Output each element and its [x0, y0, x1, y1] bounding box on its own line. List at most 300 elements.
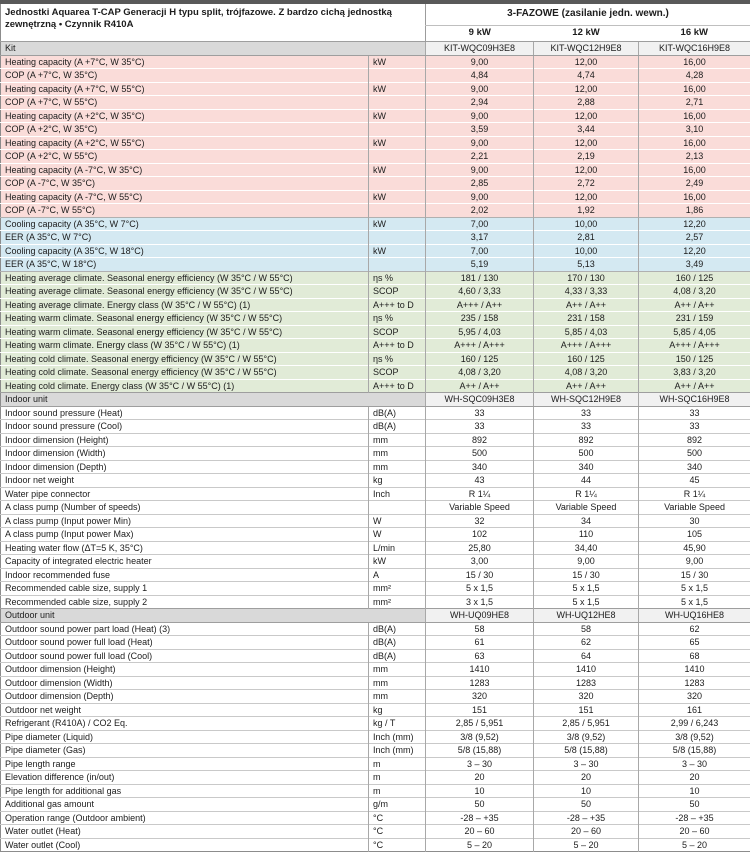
row-value: 3 – 30: [534, 757, 639, 771]
row-value: 320: [426, 690, 534, 704]
row-value: 34: [534, 514, 639, 528]
row-value: 9,00: [639, 555, 750, 569]
spec-row: [1, 663, 750, 677]
row-value: 3,17: [426, 231, 534, 245]
row-value: 3/8 (9,52): [426, 730, 534, 744]
row-label: Pipe length for additional gas: [1, 784, 369, 798]
row-label: Outdoor sound power full load (Cool): [1, 649, 369, 663]
row-value: 102: [426, 528, 534, 542]
row-label: Pipe length range: [1, 757, 369, 771]
row-value: 20: [534, 771, 639, 785]
row-value: A++ / A++: [534, 298, 639, 312]
row-value: 16,00: [639, 109, 750, 123]
row-value: 15 / 30: [639, 568, 750, 582]
row-unit: kW: [369, 190, 426, 204]
row-value: 58: [534, 622, 639, 636]
row-value: 5 x 1,5: [639, 595, 750, 609]
row-value: 25,80: [426, 541, 534, 555]
spec-row: [1, 69, 750, 83]
row-value: 181 / 130: [426, 271, 534, 285]
row-value: 1410: [426, 663, 534, 677]
row-unit: mm: [369, 663, 426, 677]
row-value: 10,00: [534, 217, 639, 231]
row-label: Indoor dimension (Height): [1, 433, 369, 447]
row-label: Pipe diameter (Liquid): [1, 730, 369, 744]
spec-row: [1, 730, 750, 744]
page-title: Jednostki Aquarea T-CAP Generacji H typu split, trójfazowe. Z bardzo cichą jednostką zewnętrzną • Czynnik R410A: [1, 4, 426, 42]
row-unit: Inch (mm): [369, 730, 426, 744]
row-value: 33: [426, 406, 534, 420]
row-label: Heating warm climate. Seasonal energy efficiency (W 35°C / W 55°C): [1, 312, 369, 326]
row-label: Heating average climate. Seasonal energy efficiency (W 35°C / W 55°C): [1, 271, 369, 285]
row-unit: kW: [369, 136, 426, 150]
section-label: Indoor unit: [1, 393, 426, 407]
row-value: 30: [639, 514, 750, 528]
row-value: 5 – 20: [534, 838, 639, 852]
row-unit: dB(A): [369, 406, 426, 420]
row-value: 2,02: [426, 204, 534, 218]
spec-row: [1, 285, 750, 299]
row-value: 9,00: [426, 82, 534, 96]
spec-row: [1, 150, 750, 164]
row-label: A class pump (Input power Max): [1, 528, 369, 542]
row-value: 151: [426, 703, 534, 717]
row-value: 10: [639, 784, 750, 798]
row-value: 7,00: [426, 244, 534, 258]
row-value: 12,00: [534, 163, 639, 177]
row-value: 500: [426, 447, 534, 461]
row-unit: kW: [369, 82, 426, 96]
row-value: KIT-WQC16H9E8: [639, 42, 750, 56]
row-label: Heating cold climate. Energy class (W 35°C / W 55°C) (1): [1, 379, 369, 393]
header-row: [1, 4, 750, 26]
row-value: 7,00: [426, 217, 534, 231]
row-value: -28 – +35: [534, 811, 639, 825]
row-value: 9,00: [426, 136, 534, 150]
row-value: 110: [534, 528, 639, 542]
row-value: 231 / 158: [534, 312, 639, 326]
spec-row: [1, 204, 750, 218]
row-value: R 1¼: [426, 487, 534, 501]
spec-row: [1, 163, 750, 177]
row-label: Cooling capacity (A 35°C, W 18°C): [1, 244, 369, 258]
row-value: 500: [639, 447, 750, 461]
row-value: 170 / 130: [534, 271, 639, 285]
spec-row: [1, 717, 750, 731]
row-value: 4,74: [534, 69, 639, 83]
spec-row: [1, 406, 750, 420]
row-value: 105: [639, 528, 750, 542]
row-unit: SCOP: [369, 366, 426, 380]
spec-row: [1, 190, 750, 204]
row-label: Indoor net weight: [1, 474, 369, 488]
row-value: 61: [426, 636, 534, 650]
row-unit: Inch: [369, 487, 426, 501]
row-label: Water outlet (Cool): [1, 838, 369, 852]
row-label: Cooling capacity (A 35°C, W 7°C): [1, 217, 369, 231]
row-value: 10,00: [534, 244, 639, 258]
row-value: 9,00: [534, 555, 639, 569]
row-value: 20 – 60: [639, 825, 750, 839]
row-unit: ηs %: [369, 271, 426, 285]
section-label: Kit: [1, 42, 426, 56]
row-label: Indoor dimension (Width): [1, 447, 369, 461]
column-header-12kw: 12 kW: [534, 26, 639, 42]
row-value: 3/8 (9,52): [534, 730, 639, 744]
spec-row: [1, 487, 750, 501]
row-value: 65: [639, 636, 750, 650]
row-value: A++ / A++: [426, 379, 534, 393]
row-value: 64: [534, 649, 639, 663]
row-value: 16,00: [639, 82, 750, 96]
row-value: 4,60 / 3,33: [426, 285, 534, 299]
row-label: Operation range (Outdoor ambient): [1, 811, 369, 825]
row-value: 2,71: [639, 96, 750, 110]
row-value: 12,00: [534, 55, 639, 69]
row-value: 340: [426, 460, 534, 474]
row-value: 5/8 (15,88): [426, 744, 534, 758]
row-value: 5 x 1,5: [426, 582, 534, 596]
row-value: 892: [426, 433, 534, 447]
row-label: Heating warm climate. Seasonal energy efficiency (W 35°C / W 55°C): [1, 325, 369, 339]
spec-row: [1, 757, 750, 771]
row-value: 1283: [534, 676, 639, 690]
row-label: Capacity of integrated electric heater: [1, 555, 369, 569]
row-value: WH-SQC09H3E8: [426, 393, 534, 407]
spec-row: [1, 690, 750, 704]
row-unit: mm: [369, 690, 426, 704]
row-value: Variable Speed: [639, 501, 750, 515]
spec-row: [1, 177, 750, 191]
spec-row: [1, 244, 750, 258]
row-label: Heating cold climate. Seasonal energy efficiency (W 35°C / W 55°C): [1, 352, 369, 366]
spec-row: [1, 271, 750, 285]
spec-row: [1, 474, 750, 488]
row-value: 2,85 / 5,951: [534, 717, 639, 731]
row-label: Refrigerant (R410A) / CO2 Eq.: [1, 717, 369, 731]
row-value: 12,00: [534, 136, 639, 150]
row-unit: [369, 231, 426, 245]
row-value: WH-SQC16H9E8: [639, 393, 750, 407]
row-value: 340: [534, 460, 639, 474]
row-value: 4,08 / 3,20: [639, 285, 750, 299]
row-value: A++ / A++: [639, 298, 750, 312]
row-unit: kW: [369, 109, 426, 123]
row-label: Heating cold climate. Seasonal energy efficiency (W 35°C / W 55°C): [1, 366, 369, 380]
row-label: COP (A -7°C, W 35°C): [1, 177, 369, 191]
row-label: COP (A -7°C, W 55°C): [1, 204, 369, 218]
row-value: KIT-WQC09H3E8: [426, 42, 534, 56]
row-value: 2,13: [639, 150, 750, 164]
row-unit: kW: [369, 163, 426, 177]
row-value: 12,00: [534, 190, 639, 204]
row-value: 16,00: [639, 190, 750, 204]
row-unit: m: [369, 784, 426, 798]
row-value: 45: [639, 474, 750, 488]
row-value: 12,20: [639, 244, 750, 258]
row-value: 12,20: [639, 217, 750, 231]
spec-row: [1, 555, 750, 569]
row-value: 50: [534, 798, 639, 812]
row-value: 320: [639, 690, 750, 704]
row-value: 2,94: [426, 96, 534, 110]
row-value: Variable Speed: [534, 501, 639, 515]
row-value: 2,85: [426, 177, 534, 191]
row-value: 3 – 30: [639, 757, 750, 771]
row-label: Elevation difference (in/out): [1, 771, 369, 785]
row-value: WH-UQ16HE8: [639, 609, 750, 623]
row-unit: [369, 150, 426, 164]
row-unit: W: [369, 514, 426, 528]
row-value: 5 – 20: [426, 838, 534, 852]
column-header-9kw: 9 kW: [426, 26, 534, 42]
row-value: 151: [534, 703, 639, 717]
row-value: 235 / 158: [426, 312, 534, 326]
row-unit: kW: [369, 555, 426, 569]
section-row: [1, 609, 750, 623]
row-label: Heating capacity (A +7°C, W 55°C): [1, 82, 369, 96]
row-value: 16,00: [639, 136, 750, 150]
row-unit: kg: [369, 703, 426, 717]
row-value: 4,84: [426, 69, 534, 83]
row-value: 63: [426, 649, 534, 663]
row-value: 3,83 / 3,20: [639, 366, 750, 380]
spec-row: [1, 703, 750, 717]
row-unit: [369, 204, 426, 218]
spec-table: [0, 4, 750, 852]
row-label: Water pipe connector: [1, 487, 369, 501]
row-value: 160 / 125: [534, 352, 639, 366]
row-value: 5,85 / 4,03: [534, 325, 639, 339]
row-value: 1410: [639, 663, 750, 677]
row-value: A++ / A++: [534, 379, 639, 393]
spec-row: [1, 784, 750, 798]
row-label: Pipe diameter (Gas): [1, 744, 369, 758]
spec-row: [1, 636, 750, 650]
row-value: 4,28: [639, 69, 750, 83]
row-unit: ηs %: [369, 352, 426, 366]
row-unit: dB(A): [369, 420, 426, 434]
row-value: 500: [534, 447, 639, 461]
spec-row: [1, 541, 750, 555]
row-value: 1,92: [534, 204, 639, 218]
row-value: -28 – +35: [426, 811, 534, 825]
row-value: 9,00: [426, 109, 534, 123]
spec-row: [1, 825, 750, 839]
spec-row: [1, 231, 750, 245]
row-value: 33: [426, 420, 534, 434]
row-value: 62: [534, 636, 639, 650]
row-label: COP (A +7°C, W 35°C): [1, 69, 369, 83]
spec-row: [1, 460, 750, 474]
row-value: 62: [639, 622, 750, 636]
row-value: 5 – 20: [639, 838, 750, 852]
row-value: 1283: [426, 676, 534, 690]
row-value: 5 x 1,5: [534, 595, 639, 609]
spec-row: [1, 514, 750, 528]
row-value: 15 / 30: [534, 568, 639, 582]
row-label: Heating capacity (A -7°C, W 55°C): [1, 190, 369, 204]
row-value: 2,81: [534, 231, 639, 245]
row-value: 150 / 125: [639, 352, 750, 366]
spec-row: [1, 582, 750, 596]
row-unit: dB(A): [369, 636, 426, 650]
row-unit: mm: [369, 676, 426, 690]
row-label: Heating capacity (A +7°C, W 35°C): [1, 55, 369, 69]
row-label: Outdoor dimension (Height): [1, 663, 369, 677]
row-label: Additional gas amount: [1, 798, 369, 812]
row-value: 2,49: [639, 177, 750, 191]
row-unit: °C: [369, 811, 426, 825]
spec-row: [1, 339, 750, 353]
row-label: EER (A 35°C, W 18°C): [1, 258, 369, 272]
spec-row: [1, 325, 750, 339]
row-value: 160 / 125: [639, 271, 750, 285]
row-unit: kg / T: [369, 717, 426, 731]
row-unit: kW: [369, 244, 426, 258]
row-value: 2,72: [534, 177, 639, 191]
row-value: 45,90: [639, 541, 750, 555]
row-label: Water outlet (Heat): [1, 825, 369, 839]
row-value: 3,00: [426, 555, 534, 569]
row-unit: ηs %: [369, 312, 426, 326]
row-unit: [369, 123, 426, 137]
row-value: 3,59: [426, 123, 534, 137]
row-label: EER (A 35°C, W 7°C): [1, 231, 369, 245]
row-value: 33: [534, 420, 639, 434]
row-value: 9,00: [426, 55, 534, 69]
row-value: 320: [534, 690, 639, 704]
row-value: 5/8 (15,88): [639, 744, 750, 758]
spec-row: [1, 123, 750, 137]
spec-row: [1, 433, 750, 447]
row-label: Indoor dimension (Depth): [1, 460, 369, 474]
row-value: 16,00: [639, 55, 750, 69]
row-value: 32: [426, 514, 534, 528]
spec-row: [1, 420, 750, 434]
row-value: A+++ / A+++: [534, 339, 639, 353]
spec-row: [1, 82, 750, 96]
row-value: 340: [639, 460, 750, 474]
row-value: 3 – 30: [426, 757, 534, 771]
row-value: 4,33 / 3,33: [534, 285, 639, 299]
row-label: COP (A +7°C, W 55°C): [1, 96, 369, 110]
row-value: 3 x 1,5: [426, 595, 534, 609]
row-value: 50: [426, 798, 534, 812]
row-unit: [369, 177, 426, 191]
row-label: Outdoor sound power full load (Heat): [1, 636, 369, 650]
row-value: 20: [426, 771, 534, 785]
row-value: 5,85 / 4,05: [639, 325, 750, 339]
spec-row: [1, 676, 750, 690]
row-value: 33: [639, 420, 750, 434]
column-header-16kw: 16 kW: [639, 26, 750, 42]
row-value: 3,44: [534, 123, 639, 137]
spec-row: [1, 528, 750, 542]
row-value: 9,00: [426, 190, 534, 204]
row-value: WH-UQ09HE8: [426, 609, 534, 623]
spec-row: [1, 595, 750, 609]
row-unit: kW: [369, 55, 426, 69]
spec-row: [1, 649, 750, 663]
spec-row: [1, 798, 750, 812]
row-label: Heating warm climate. Energy class (W 35°C / W 55°C) (1): [1, 339, 369, 353]
section-label: Outdoor unit: [1, 609, 426, 623]
row-label: Indoor sound pressure (Cool): [1, 420, 369, 434]
row-value: 4,08 / 3,20: [426, 366, 534, 380]
row-value: 2,85 / 5,951: [426, 717, 534, 731]
row-unit: m: [369, 771, 426, 785]
row-value: 160 / 125: [426, 352, 534, 366]
row-unit: L/min: [369, 541, 426, 555]
row-unit: A+++ to D: [369, 379, 426, 393]
row-unit: dB(A): [369, 622, 426, 636]
spec-row: [1, 622, 750, 636]
row-value: 892: [534, 433, 639, 447]
row-unit: °C: [369, 838, 426, 852]
row-unit: SCOP: [369, 285, 426, 299]
row-value: 892: [639, 433, 750, 447]
row-value: 5,13: [534, 258, 639, 272]
phase-header: 3-FAZOWE (zasilanie jedn. wewn.): [426, 4, 750, 26]
row-label: Indoor sound pressure (Heat): [1, 406, 369, 420]
spec-row: [1, 55, 750, 69]
spec-row: [1, 258, 750, 272]
row-value: KIT-WQC12H9E8: [534, 42, 639, 56]
row-label: Heating water flow (ΔT=5 K, 35°C): [1, 541, 369, 555]
row-value: 2,57: [639, 231, 750, 245]
spec-row: [1, 366, 750, 380]
row-label: Heating capacity (A -7°C, W 35°C): [1, 163, 369, 177]
row-label: Recommended cable size, supply 1: [1, 582, 369, 596]
row-value: 50: [639, 798, 750, 812]
spec-row: [1, 771, 750, 785]
row-value: 12,00: [534, 109, 639, 123]
row-unit: Inch (mm): [369, 744, 426, 758]
section-row: [1, 393, 750, 407]
row-label: COP (A +2°C, W 35°C): [1, 123, 369, 137]
row-value: 3/8 (9,52): [639, 730, 750, 744]
row-value: 161: [639, 703, 750, 717]
row-unit: m: [369, 757, 426, 771]
row-unit: mm: [369, 460, 426, 474]
row-unit: A+++ to D: [369, 339, 426, 353]
row-unit: g/m: [369, 798, 426, 812]
row-value: WH-UQ12HE8: [534, 609, 639, 623]
row-value: 16,00: [639, 163, 750, 177]
row-label: Heating average climate. Seasonal energy efficiency (W 35°C / W 55°C): [1, 285, 369, 299]
row-unit: mm: [369, 447, 426, 461]
row-value: 9,00: [426, 163, 534, 177]
row-label: Outdoor sound power part load (Heat) (3): [1, 622, 369, 636]
spec-row: [1, 312, 750, 326]
spec-row: [1, 217, 750, 231]
row-value: 43: [426, 474, 534, 488]
row-label: Outdoor dimension (Width): [1, 676, 369, 690]
row-unit: W: [369, 528, 426, 542]
row-value: 2,88: [534, 96, 639, 110]
section-row: [1, 42, 750, 56]
row-value: 34,40: [534, 541, 639, 555]
row-value: 2,21: [426, 150, 534, 164]
row-label: A class pump (Input power Min): [1, 514, 369, 528]
row-value: 5 x 1,5: [639, 582, 750, 596]
row-value: 10: [426, 784, 534, 798]
row-value: 5 x 1,5: [534, 582, 639, 596]
row-value: 1410: [534, 663, 639, 677]
row-unit: mm²: [369, 582, 426, 596]
spec-row: [1, 811, 750, 825]
